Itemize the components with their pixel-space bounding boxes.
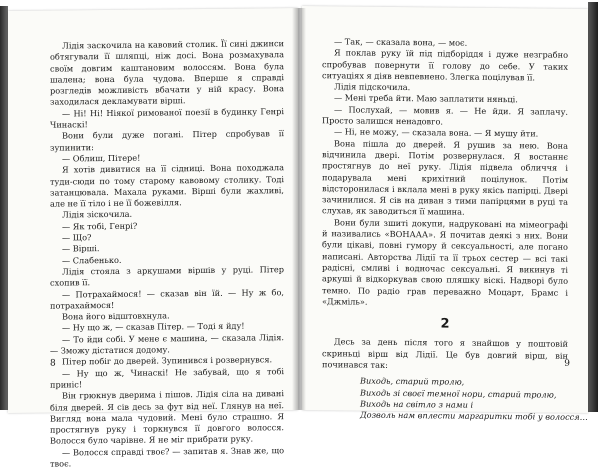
right-page-number: 9 bbox=[564, 358, 570, 369]
paragraph: Я хотів дивитися на її сідниці. Вона походжала туди-сюди по тому старому кавовому столику. Тоді затанцювала. Махала руками. Вірші були жахливі, але не її тіло і не її божевілля. bbox=[50, 162, 284, 209]
paragraph: — Так, — сказала вона, — моє. bbox=[334, 36, 468, 48]
paragraph: — Ні, не можу, — сказала вона. — Я мушу йти. bbox=[334, 126, 539, 139]
paragraph: Я поклав руку їй під підборіддя і дуже незграбно спробував повернути її голову до себе. У таких ситуаціях я діяв невпевнено. Злегка поцілував її. bbox=[322, 47, 568, 83]
paragraph: Пітер побіг до дверей. Зупинився і розвернувся. bbox=[62, 354, 273, 367]
left-page-number: 8 bbox=[50, 358, 56, 369]
paragraph: — Вірші. bbox=[62, 243, 100, 254]
paragraph: Лідія зіскочила. bbox=[62, 209, 133, 220]
right-page bbox=[302, 6, 588, 423]
paragraph: — Що? bbox=[62, 232, 92, 243]
paragraph: Вони були дуже погані. Пітер спробував її зупинити: bbox=[50, 128, 284, 153]
right-page-text bbox=[322, 36, 588, 423]
paragraph: Десь за день після того я знайшов у поштовій скриньці вірш від Лідії. Це був довгий вірш, він починався так: bbox=[322, 336, 568, 370]
paragraph: — Послухай, — мовив я. — Не йди. Я заплачу. Просто залишся ненадовго. bbox=[322, 104, 568, 127]
paragraph: Вони були зшиті докупи, надруковані на мімеографі й називались «ВОНААА». Я почитав деякі з них. Вони були цікаві, повні гумору й сексуальності, але погано написані. Авторства Лідії та її трьох сестер — всі такі радісні, смливі і водночас сексуальні. Я викинув ті аркуші й відкоркував свою пляшку віскі. Надворі було темно. По радіо грав переважно Моцарт, Брамс і «Джміль». bbox=[322, 217, 568, 307]
verse-line: Дозволь нам вплести маргаритки тобі у волосся… bbox=[360, 409, 588, 423]
poem-excerpt bbox=[360, 375, 588, 423]
paragraph: — Ні! Ні! Ніякої римованої поезії в будинку Генрі Чинаскі! bbox=[50, 105, 284, 130]
paragraph: Вона його відштовхнула. bbox=[62, 310, 170, 322]
paragraph: — Як тобі, Генрі? bbox=[62, 220, 138, 232]
paragraph: — Ну що ж, — сказав Пітер. — Тоді я йду! bbox=[62, 320, 245, 333]
book-cover-edge-right bbox=[588, 2, 598, 412]
left-page-text bbox=[50, 38, 284, 470]
paragraph: Лідія заскочила на кавовий столик. Її сині джинси обтягували її шляпці, ніж досі. Вона розмахувала своїм довгим каштановим волоссям. Вона була шалена; вона була чудова. Вперше я справді розгледів можливість вбачати у ній красу. Вона заходилася декламувати вірші. bbox=[50, 38, 284, 108]
right-page-text-after-chapter bbox=[322, 337, 568, 373]
chapter-number: 2 bbox=[440, 316, 450, 332]
paragraph: — Потрахаймося! — сказав він їй. — Ну ж бо, потрахаймося! bbox=[50, 286, 284, 311]
paragraph: Вона пішла до дверей. Я рушив за нею. Вона відчинила двері. Потім розвернулася. Я востаннє простягнув до неї руку. Лідія підвела обличчя і подарувала мені крихітний поцілунок. Потім відсторонилася і вклала мені в руку якісь папірці. Двері зачинилися. Я сів на диван з тими папірцями в руці та слухав, як заводиться її машина. bbox=[322, 138, 568, 218]
paragraph: Лідія стояла з аркушами віршів у руці. Пітер схопив її. bbox=[50, 264, 284, 288]
verse-line: Виходь на світло з нами і bbox=[360, 398, 474, 410]
verse-line: Виходь, старий тролю, bbox=[360, 375, 465, 388]
paragraph: — То йди собі. У мене є машина, — сказала Лідія. — Зможу дістатися додому. bbox=[50, 331, 284, 356]
verse-line: Виходь зі своєї темної нори, старий тролю, bbox=[360, 387, 557, 400]
paragraph: — Ну що ж, Чинаскі! Не забувай, що я тобі приніс! bbox=[50, 365, 284, 390]
left-page bbox=[8, 8, 298, 469]
right-page-text-before-chapter bbox=[322, 36, 568, 310]
book-cover-edge-left bbox=[0, 6, 8, 410]
paragraph: Лідія підскочила. bbox=[334, 81, 411, 93]
paragraph: Він грюкнув дверима і пішов. Лідія сіла на дивані біля дверей. Я сів десь за фут від неї. Глянув на неї. Вигляд вона мала чудовий. Мені було страшно. Я простягнув руку і торкнувся її довгого волосся. Волосся було чарівне. Я не міг прибрати руку. bbox=[50, 388, 284, 446]
paragraph: — Волосся справді твоє? — запитав я. Знав же, що твоє. bbox=[50, 444, 284, 469]
paragraph: — Облиш, Пітере! bbox=[62, 152, 141, 164]
paragraph: — Мені треба йти. Маю заплатити няньці. bbox=[334, 92, 518, 105]
paragraph: — Слабенько. bbox=[62, 254, 122, 266]
